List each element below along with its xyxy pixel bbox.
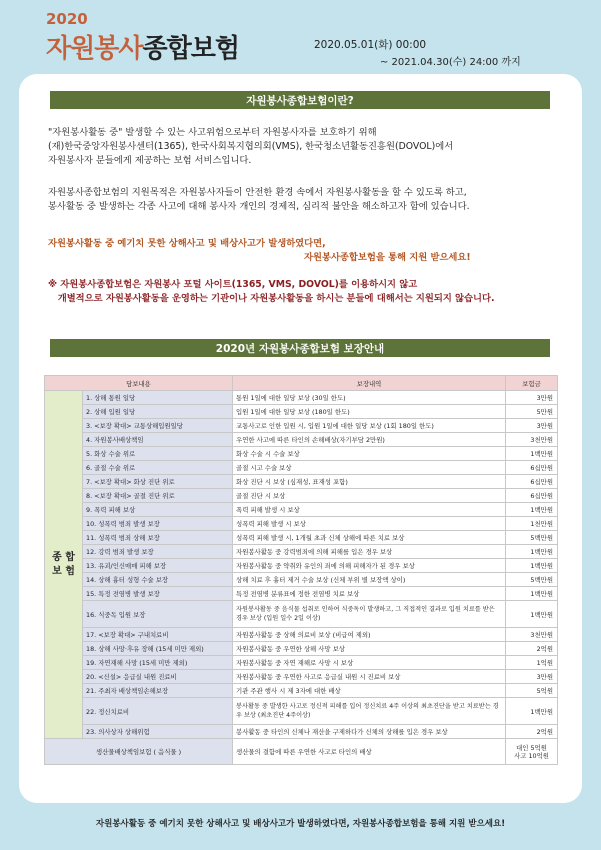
coverage-name: 10. 성폭력 범죄 발생 보장 bbox=[83, 517, 233, 531]
table-row bbox=[45, 587, 558, 601]
coverage-desc: 기관 주관 행사 시 제 3자에 대한 배상 bbox=[233, 684, 506, 698]
coverage-desc: 화상 수술 시 수술 보상 bbox=[233, 447, 506, 461]
table-row bbox=[45, 489, 558, 503]
coverage-name: 12. 강력 범죄 발생 보장 bbox=[83, 545, 233, 559]
page-title-accent: 자원봉사 bbox=[46, 34, 143, 64]
coverage-desc: 자원봉사활동 중 강력범죄에 의해 피해를 입은 경우 보상 bbox=[233, 545, 506, 559]
coverage-table bbox=[44, 375, 558, 765]
table-row bbox=[45, 531, 558, 545]
table-row bbox=[45, 391, 558, 405]
intro-paragraph-1 bbox=[48, 126, 453, 168]
coverage-name: 18. 상해 사망·후유 장해 (15세 미만 제외) bbox=[83, 642, 233, 656]
coverage-amount: 6십만원 bbox=[506, 461, 558, 475]
coverage-desc: 봉사활동 중 타인의 신체나 재산을 구제하다가 신체의 상해를 입은 경우 보상 bbox=[233, 725, 506, 739]
coverage-amount: 1백만원 bbox=[506, 601, 558, 628]
table-row bbox=[45, 725, 558, 739]
intro-line: 자원봉사자 분들에게 제공하는 보험 서비스입니다. bbox=[48, 155, 252, 166]
coverage-amount: 5만원 bbox=[506, 405, 558, 419]
warning-line: ※ 자원봉사종합보험은 자원봉사 포털 사이트(1365, VMS, DOVOL)를 이용하시지 않고 bbox=[48, 279, 418, 290]
coverage-desc: 골절 시고 수술 보상 bbox=[233, 461, 506, 475]
coverage-amount: 1백만원 bbox=[506, 559, 558, 573]
coverage-desc: 자원봉사활동 중 약취와 유인의 죄에 의해 피해자가 된 경우 보상 bbox=[233, 559, 506, 573]
intro-line: (재)한국중앙자원봉사센터(1365), 한국사회복지협의회(VMS), 한국청소년활동진흥원(DOVOL)에서 bbox=[48, 141, 454, 152]
coverage-desc: 성폭력 피해 발생 시 보상 bbox=[233, 517, 506, 531]
table-row bbox=[45, 475, 558, 489]
coverage-name: 9. 폭력 피해 보상 bbox=[83, 503, 233, 517]
coverage-amount: 1백만원 bbox=[506, 447, 558, 461]
footer-amount-1: 대인 5억원 bbox=[516, 743, 547, 752]
table-row bbox=[45, 405, 558, 419]
coverage-desc: 교통사고로 인한 입원 시, 입원 1일에 대한 일당 보상 (1회 180일 한도) bbox=[233, 419, 506, 433]
table-row bbox=[45, 433, 558, 447]
coverage-amount: 3천만원 bbox=[506, 628, 558, 642]
coverage-desc: 자원봉사활동 중 우연한 상해 사망 보상 bbox=[233, 642, 506, 656]
intro-line: 봉사활동 중 발생하는 각종 사고에 대해 봉사자 개인의 경제적, 심리적 불안을 해소하고자 함에 있습니다. bbox=[48, 201, 470, 212]
table-row bbox=[45, 419, 558, 433]
table-row bbox=[45, 517, 558, 531]
intro-banner: 자원봉사종합보험이란? bbox=[50, 91, 550, 109]
page-title-main: 종합보험 bbox=[142, 34, 239, 64]
coverage-amount: 1천만원 bbox=[506, 517, 558, 531]
coverage-name: 21. 주최자 배상책임손해보장 bbox=[83, 684, 233, 698]
coverage-desc: 화상 진단 시 보상 (심재성, 표재성 포함) bbox=[233, 475, 506, 489]
coverage-amount: 5억원 bbox=[506, 684, 558, 698]
header-amount: 보험금 bbox=[506, 376, 558, 391]
coverage-name: 22. 정신치료비 bbox=[83, 698, 233, 725]
coverage-amount: 3천만원 bbox=[506, 433, 558, 447]
table-row bbox=[45, 670, 558, 684]
coverage-desc: 자원봉사활동 중 상해 의료비 보상 (비급여 제외) bbox=[233, 628, 506, 642]
coverage-amount: 1백만원 bbox=[506, 503, 558, 517]
coverage-name: 14. 상해 흉터 성형 수술 보장 bbox=[83, 573, 233, 587]
coverage-desc: 우연한 사고에 따른 타인의 손해배상(자기부담 2만원) bbox=[233, 433, 506, 447]
header-coverage-detail: 보장내역 bbox=[233, 376, 506, 391]
intro-line: 자원봉사종합보험의 지원목적은 자원봉사자들이 안전한 환경 속에서 자원봉사활동을 할 수 있도록 하고, bbox=[48, 187, 467, 198]
table-row bbox=[45, 461, 558, 475]
coverage-desc: 자원봉사활동 중 음식물 섭취로 인하여 식중독이 발생하고, 그 직접적인 결과로 입원 치료를 받은 경우 보상 (입원 일수 2일 이상) bbox=[233, 601, 506, 628]
footer-amount-2: 사고 10억원 bbox=[514, 751, 549, 760]
table-row bbox=[45, 601, 558, 628]
coverage-name: 1. 상해 통원 일당 bbox=[83, 391, 233, 405]
coverage-amount: 6십만원 bbox=[506, 489, 558, 503]
coverage-desc: 입원 1일에 대한 일당 보상 (180일 한도) bbox=[233, 405, 506, 419]
coverage-amount: 2억원 bbox=[506, 725, 558, 739]
coverage-desc: 폭력 피해 발생 시 보상 bbox=[233, 503, 506, 517]
coverage-name: 19. 자연재해 사망 (15세 미만 제외) bbox=[83, 656, 233, 670]
coverage-amount: 6십만원 bbox=[506, 475, 558, 489]
coverage-name: 11. 성폭력 범죄 상해 보장 bbox=[83, 531, 233, 545]
warning-line: 개별적으로 자원봉사활동을 운영하는 기관이나 자원봉사활동을 하시는 분들에 대해서는 지원되지 않습니다. bbox=[48, 293, 495, 304]
coverage-name: 5. 화상 수술 위로 bbox=[83, 447, 233, 461]
coverage-amount: 5백만원 bbox=[506, 531, 558, 545]
header-coverage-item: 담보내용 bbox=[45, 376, 233, 391]
table-row bbox=[45, 684, 558, 698]
category-cell: 종 합 보 험 bbox=[45, 391, 83, 739]
table-row bbox=[45, 656, 558, 670]
coverage-amount: 1백만원 bbox=[506, 545, 558, 559]
coverage-desc: 봉사활동 중 발생한 사고로 정신적 피해를 입어 정신치료 4주 이상의 최초진단을 받고 치료받는 경우 보상 (최초진단 4주이상) bbox=[233, 698, 506, 725]
footer-amount bbox=[506, 739, 558, 765]
coverage-name: 4. 자원봉사배상책임 bbox=[83, 433, 233, 447]
coverage-name: 16. 식중독 입원 보장 bbox=[83, 601, 233, 628]
coverage-name: 15. 특정 전염병 발생 보장 bbox=[83, 587, 233, 601]
table-row bbox=[45, 545, 558, 559]
coverage-desc: 성폭력 피해 발생 시, 1개월 초과 신체 상해에 따른 치료 보상 bbox=[233, 531, 506, 545]
footer-desc: 생산물의 결함에 따른 우연한 사고로 타인의 배상 bbox=[233, 739, 506, 765]
coverage-name: 3. <보장 확대> 교통상해입원일당 bbox=[83, 419, 233, 433]
table-row bbox=[45, 573, 558, 587]
footer-name: 생산물배상책임보험 ( 음식물 ) bbox=[45, 739, 233, 765]
coverage-name: 23. 의사상자 상해위험 bbox=[83, 725, 233, 739]
coverage-amount: 2억원 bbox=[506, 642, 558, 656]
coverage-desc: 특정 전염병 분류표에 정한 전염병 치료 보상 bbox=[233, 587, 506, 601]
coverage-name: 20. <신설> 응급실 내원 진료비 bbox=[83, 670, 233, 684]
coverage-amount: 3만원 bbox=[506, 391, 558, 405]
table-row bbox=[45, 559, 558, 573]
table-row bbox=[45, 642, 558, 656]
intro-paragraph-2 bbox=[48, 186, 470, 214]
coverage-name: 17. <보장 확대> 구내치료비 bbox=[83, 628, 233, 642]
coverage-amount: 3만원 bbox=[506, 419, 558, 433]
coverage-name: 8. <보장 확대> 골절 진단 위로 bbox=[83, 489, 233, 503]
coverage-desc: 골절 진단 시 보상 bbox=[233, 489, 506, 503]
coverage-desc: 통원 1일에 대한 일당 보상 (30일 한도) bbox=[233, 391, 506, 405]
highlight-line-1: 자원봉사활동 중 예기치 못한 상해사고 및 배상사고가 발생하였다면, bbox=[48, 238, 326, 249]
highlight-line-2: 자원봉사종합보험을 통해 지원 받으세요! bbox=[304, 252, 471, 263]
table-row-footer bbox=[45, 739, 558, 765]
coverage-amount: 1억원 bbox=[506, 656, 558, 670]
coverage-name: 13. 유괴/인신매매 피해 보장 bbox=[83, 559, 233, 573]
warning-note bbox=[48, 278, 495, 306]
bottom-message: 자원봉사활동 중 예기치 못한 상해사고 및 배상사고가 발생하였다면, 자원봉사종합보험을 통해 지원 받으세요! bbox=[95, 819, 506, 829]
intro-line: "자원봉사활동 중" 발생할 수 있는 사고위험으로부터 자원봉사자를 보호하기 위해 bbox=[48, 127, 377, 138]
header-year: 2020 bbox=[46, 10, 88, 28]
coverage-amount: 1백만원 bbox=[506, 587, 558, 601]
coverage-name: 2. 상해 입원 일당 bbox=[83, 405, 233, 419]
coverage-desc: 자원봉사활동 중 자연 재해로 사망 시 보상 bbox=[233, 656, 506, 670]
page-title bbox=[46, 28, 239, 65]
table-row bbox=[45, 447, 558, 461]
coverage-name: 6. 골절 수술 위로 bbox=[83, 461, 233, 475]
coverage-amount: 1백만원 bbox=[506, 698, 558, 725]
coverage-amount: 5백만원 bbox=[506, 573, 558, 587]
coverage-amount: 3만원 bbox=[506, 670, 558, 684]
table-row bbox=[45, 628, 558, 642]
period-start: 2020.05.01(화) 00:00 bbox=[314, 39, 427, 51]
coverage-banner: 2020년 자원봉사종합보험 보장안내 bbox=[50, 339, 550, 357]
period-end: ~ 2021.04.30(수) 24:00 까지 bbox=[380, 57, 521, 68]
table-row bbox=[45, 503, 558, 517]
table-row bbox=[45, 698, 558, 725]
coverage-desc: 상해 치료 후 흉터 제거 수술 보상 (신체 부위 별 보장액 상이) bbox=[233, 573, 506, 587]
coverage-desc: 자원봉사활동 중 우연한 사고로 응급실 내원 시 진료비 보상 bbox=[233, 670, 506, 684]
coverage-name: 7. <보장 확대> 화상 진단 위로 bbox=[83, 475, 233, 489]
